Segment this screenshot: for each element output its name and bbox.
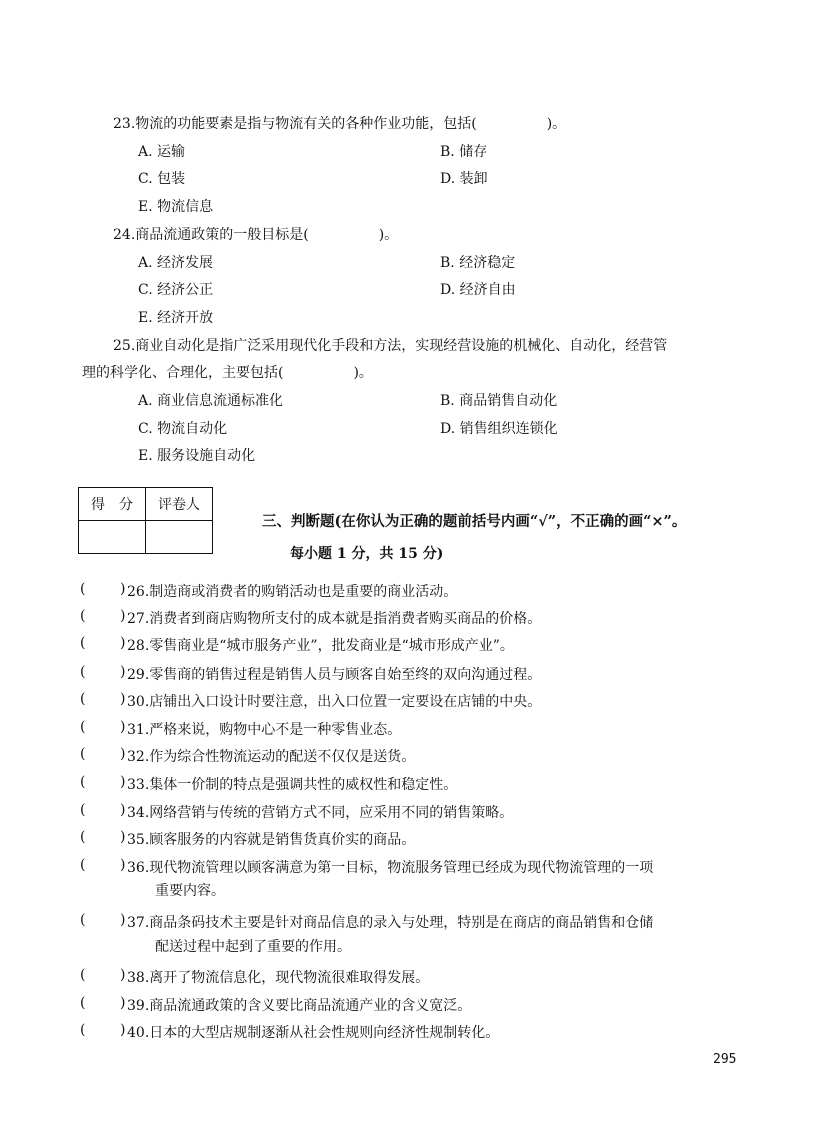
tf-item-text: 39.商品流通政策的含义要比商品流通产业的含义宽泛。	[127, 998, 472, 1014]
tf-item-32	[80, 746, 780, 764]
tf-item-26	[80, 581, 780, 599]
q23-option-a: A. 运输	[138, 144, 186, 160]
tf-item-text: 40.日本的大型店规制逐渐从社会性规则向经济性规制转化。	[127, 1025, 500, 1041]
answer-paren-close: )	[120, 581, 126, 597]
tf-item-35	[80, 829, 780, 847]
q25-stem-line1: 25.商业自动化是指广泛采用现代化手段和方法，实现经营设施的机械化、自动化，经营管	[113, 338, 668, 354]
answer-paren-close: )	[120, 995, 126, 1011]
answer-paren-open: (	[80, 829, 86, 845]
answer-paren-open: (	[80, 664, 86, 680]
tf-item-37	[80, 912, 780, 930]
answer-paren-close: )	[120, 664, 126, 680]
answer-paren-open: (	[80, 857, 86, 873]
answer-paren-close: )	[120, 608, 126, 624]
answer-paren-close: )	[120, 635, 126, 651]
section3-title: 三、判断题(在你认为正确的题前括号内画“√”，不正确的画“×”。	[262, 513, 687, 530]
tf-item-27	[80, 608, 780, 626]
q24-option-a: A. 经济发展	[138, 255, 214, 271]
answer-paren-close: )	[120, 802, 126, 818]
tf-item-37-continuation: 配送过程中起到了重要的作用。	[155, 939, 351, 955]
answer-paren-open: (	[80, 581, 86, 597]
q25-option-a: A. 商业信息流通标准化	[138, 393, 284, 409]
answer-paren-open: (	[80, 691, 86, 707]
q23-option-b: B. 储存	[440, 144, 488, 160]
tf-item-text: 32.作为综合性物流运动的配送不仅仅是送货。	[127, 749, 416, 765]
answer-paren-open: (	[80, 995, 86, 1011]
answer-paren-open: (	[80, 608, 86, 624]
q25-stem-line2: 理的科学化、合理化，主要包括( )。	[82, 365, 373, 381]
tf-item-40	[80, 1022, 780, 1040]
q23-stem: 23.物流的功能要素是指与物流有关的各种作业功能，包括( )。	[113, 116, 567, 132]
q24-stem: 24.商品流通政策的一般目标是( )。	[113, 227, 399, 243]
grader-cell	[146, 521, 213, 554]
grader-label: 评卷人	[146, 488, 213, 521]
tf-item-text: 26.制造商或消费者的购销活动也是重要的商业活动。	[127, 584, 458, 600]
tf-item-text: 33.集体一价制的特点是强调共性的威权性和稳定性。	[127, 777, 458, 793]
answer-paren-close: )	[120, 719, 126, 735]
q24-option-b: B. 经济稳定	[440, 255, 516, 271]
answer-paren-close: )	[120, 857, 126, 873]
tf-item-text: 38.离开了物流信息化，现代物流很难取得发展。	[127, 970, 430, 986]
q23-option-d: D. 装卸	[440, 171, 488, 187]
q25-option-b: B. 商品销售自动化	[440, 393, 558, 409]
q25-option-d: D. 销售组织连锁化	[440, 421, 558, 437]
answer-paren-close: )	[120, 746, 126, 762]
tf-item-text: 28.零售商业是“城市服务产业”，批发商业是“城市形成产业”。	[127, 638, 514, 654]
tf-item-28	[80, 635, 780, 653]
tf-item-36	[80, 857, 780, 875]
q24-option-d: D. 经济自由	[440, 282, 516, 298]
answer-paren-open: (	[80, 719, 86, 735]
tf-item-text: 37.商品条码技术主要是针对商品信息的录入与处理，特别是在商店的商品销售和仓储	[127, 915, 654, 931]
q24-option-e: E. 经济开放	[138, 310, 214, 326]
answer-paren-open: (	[80, 967, 86, 983]
tf-item-30	[80, 691, 780, 709]
answer-paren-open: (	[80, 802, 86, 818]
tf-item-36-continuation: 重要内容。	[155, 883, 225, 899]
tf-item-34	[80, 802, 780, 820]
answer-paren-close: )	[120, 912, 126, 928]
q23-option-c: C. 包装	[138, 171, 186, 187]
score-box	[78, 487, 213, 554]
tf-item-38	[80, 967, 780, 985]
tf-item-29	[80, 664, 780, 682]
answer-paren-close: )	[120, 774, 126, 790]
tf-item-text: 34.网络营销与传统的营销方式不同，应采用不同的销售策略。	[127, 805, 514, 821]
q24-option-c: C. 经济公正	[138, 282, 214, 298]
section3-subtitle: 每小题 1 分，共 15 分)	[290, 546, 444, 562]
tf-item-text: 35.顾客服务的内容就是销售货真价实的商品。	[127, 832, 416, 848]
score-cell	[79, 521, 146, 554]
page-number: 295	[713, 1052, 737, 1067]
tf-item-text: 30.店铺出入口设计时要注意，出入口位置一定要设在店铺的中央。	[127, 694, 542, 710]
tf-item-text: 31.严格来说，购物中心不是一种零售业态。	[127, 722, 402, 738]
answer-paren-close: )	[120, 829, 126, 845]
q25-option-e: E. 服务设施自动化	[138, 448, 256, 464]
tf-item-33	[80, 774, 780, 792]
tf-item-31	[80, 719, 780, 737]
q23-option-e: E. 物流信息	[138, 199, 214, 215]
answer-paren-close: )	[120, 1022, 126, 1038]
q25-option-c: C. 物流自动化	[138, 421, 228, 437]
answer-paren-open: (	[80, 746, 86, 762]
answer-paren-close: )	[120, 967, 126, 983]
score-label: 得 分	[79, 488, 146, 521]
answer-paren-open: (	[80, 635, 86, 651]
answer-paren-open: (	[80, 774, 86, 790]
answer-paren-close: )	[120, 691, 126, 707]
tf-item-text: 27.消费者到商店购物所支付的成本就是指消费者购买商品的价格。	[127, 611, 542, 627]
tf-item-39	[80, 995, 780, 1013]
tf-item-text: 29.零售商的销售过程是销售人员与顾客自始至终的双向沟通过程。	[127, 667, 542, 683]
answer-paren-open: (	[80, 912, 86, 928]
tf-item-text: 36.现代物流管理以顾客满意为第一目标，物流服务管理已经成为现代物流管理的一项	[127, 860, 654, 876]
answer-paren-open: (	[80, 1022, 86, 1038]
